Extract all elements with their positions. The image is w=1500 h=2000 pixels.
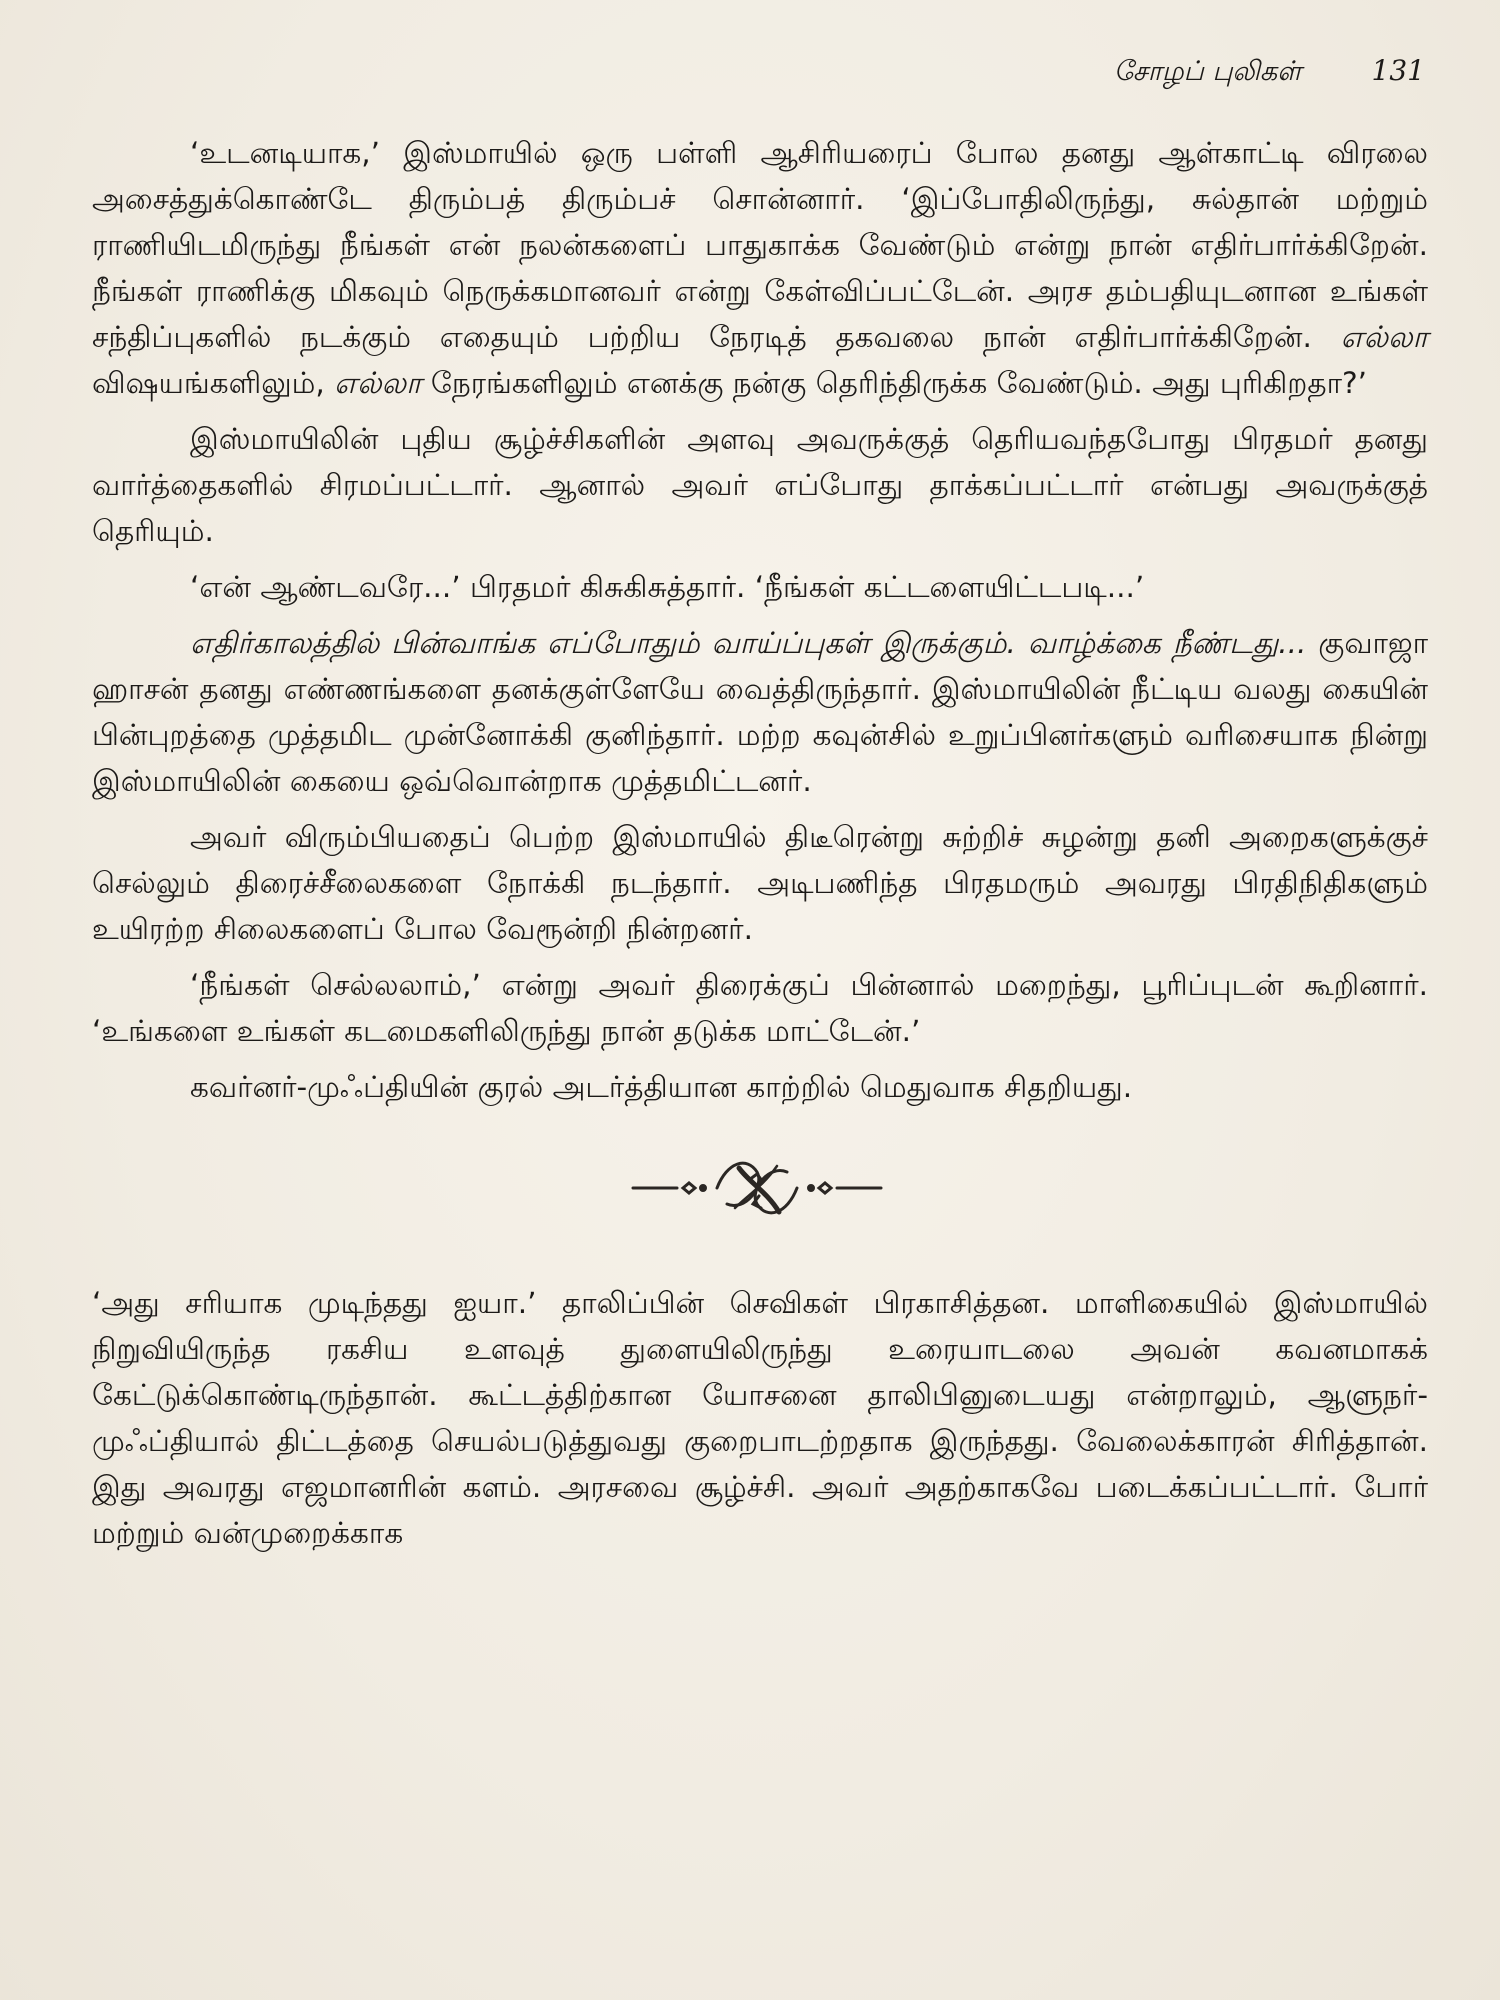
italic-thought: எதிர்காலத்தில் பின்வாங்க எப்போதும் வாய்ப்புகள் இருக்கும். வாழ்க்கை நீண்டது... [190, 626, 1307, 660]
paragraph-4 [92, 620, 1428, 804]
book-title: சோழப் புலிகள் [1113, 56, 1302, 87]
paragraph-1 [92, 130, 1428, 406]
paragraph-5: அவர் விரும்பியதைப் பெற்ற இஸ்மாயில் திடீரென்று சுற்றிச் சுழன்று தனி அறைகளுக்குச் செல்லும் திரைச்சீலைகளை நோக்கி நடந்தார். அடிபணிந்த பிரதமரும் அவரது பிரதிநிதிகளும் உயிரற்ற சிலைகளைப் போல வேரூன்றி நின்றனர். [92, 820, 1428, 946]
emphasis-2: எல்லா [334, 366, 422, 400]
paragraph-2: இஸ்மாயிலின் புதிய சூழ்ச்சிகளின் அளவு அவருக்குத் தெரியவந்தபோது பிரதமர் தனது வார்த்தைகளில் சிரமப்பட்டார். ஆனால் அவர் எப்போது தாக்கப்பட்டார் என்பது அவருக்குத் தெரியும். [92, 422, 1428, 548]
body-text [92, 130, 1428, 1566]
dagger-scroll-ornament-icon [627, 1142, 887, 1232]
paragraph-7: கவர்னர்-முஃப்தியின் குரல் அடர்த்தியான காற்றில் மெதுவாக சிதறியது. [190, 1070, 1133, 1104]
paragraph-6: ‘நீங்கள் செல்லலாம்,’ என்று அவர் திரைக்குப் பின்னால் மறைந்து, பூரிப்புடன் கூறினார். ‘உங்களை உங்கள் கடமைகளிலிருந்து நான் தடுக்க மாட்டேன்.’ [92, 968, 1428, 1048]
page-number: 131 [1371, 54, 1425, 87]
paragraph-8: ‘அது சரியாக முடிந்தது ஐயா.’ தாலிப்பின் செவிகள் பிரகாசித்தன. மாளிகையில் இஸ்மாயில் நிறுவியிருந்த ரகசிய உளவுத் துளையிலிருந்து உரையாடலை அவன் கவனமாகக் கேட்டுக்கொண்டிருந்தான். கூட்டத்திற்கான யோசனை தாலிபினுடையது என்றாலும், ஆளுநர்-முஃப்தியால் திட்டத்தை செயல்படுத்துவது குறைபாடற்றதாக இருந்தது. வேலைக்காரன் சிரித்தான். இது அவரது எஜமானரின் களம். அரசவை சூழ்ச்சி. அவர் அதற்காகவே படைக்கப்பட்டார். போர் மற்றும் வன்முறைக்காக [92, 1286, 1428, 1550]
paragraph-4-text: குவாஜா ஹாசன் தனது எண்ணங்களை தனக்குள்ளேயே வைத்திருந்தார். இஸ்மாயிலின் நீட்டிய வலது கையின் பின்புறத்தை முத்தமிட முன்னோக்கி குனிந்தார். மற்ற கவுன்சில் உறுப்பினர்களும் வரிசையாக நின்று இஸ்மாயிலின் கையை ஒவ்வொன்றாக முத்தமிட்டனர். [92, 626, 1428, 798]
paragraph-1-text: ‘உடனடியாக,’ இஸ்மாயில் ஒரு பள்ளி ஆசிரியரைப் போல தனது ஆள்காட்டி விரலை அசைத்துக்கொண்டே திரும்பத் திரும்பச் சொன்னார். ‘இப்போதிலிருந்து, சுல்தான் மற்றும் ராணியிடமிருந்து நீங்கள் என் நலன்களைப் பாதுகாக்க வேண்டும் என்று நான் எதிர்பார்க்கிறேன். நீங்கள் ராணிக்கு மிகவும் நெருக்கமானவர் என்று கேள்விப்பட்டேன். அரச தம்பதியுடனான உங்கள் சந்திப்புகளில் நடக்கும் எதையும் பற்றிய நேரடித் தகவலை நான் எதிர்பார்க்கிறேன். [92, 136, 1428, 354]
emphasis-1: எல்லா [1340, 320, 1428, 354]
section-break [92, 1132, 1428, 1252]
paragraph-1-text-3: நேரங்களிலும் எனக்கு நன்கு தெரிந்திருக்க வேண்டும். அது புரிகிறதா?’ [421, 366, 1368, 400]
paragraph-3: ‘என் ஆண்டவரே...’ பிரதமர் கிசுகிசுத்தார். ‘நீங்கள் கட்டளையிட்டபடி...’ [190, 570, 1145, 604]
running-header [1114, 54, 1425, 91]
paragraph-1-text-2: விஷயங்களிலும், [92, 366, 335, 400]
